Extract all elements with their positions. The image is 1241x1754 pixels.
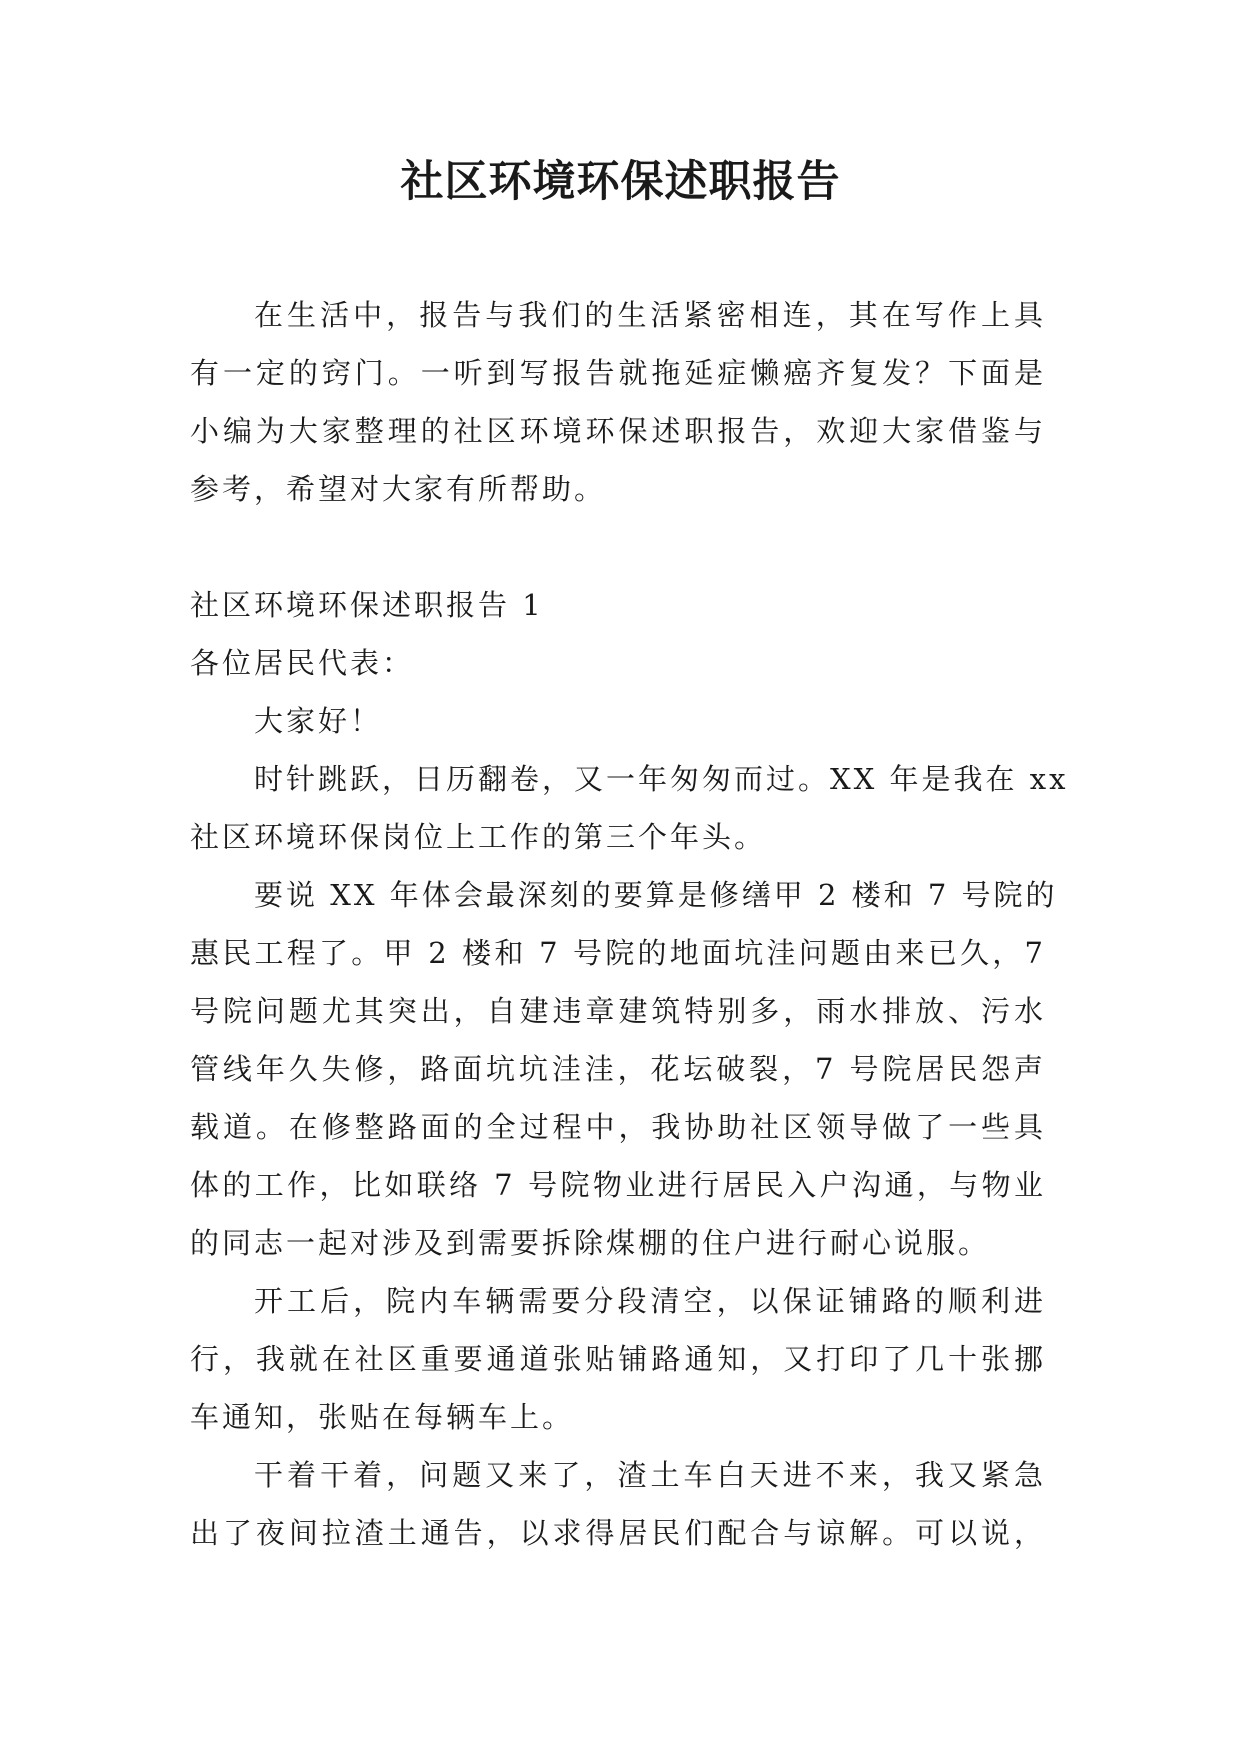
text-line: 在生活中，报告与我们的生活紧密相连，其在写作上具 bbox=[254, 298, 1046, 332]
blank-line bbox=[190, 518, 1046, 576]
text-line: 行，我就在社区重要通道张贴铺路通知，又打印了几十张挪 bbox=[190, 1342, 1046, 1376]
paragraph-1 bbox=[190, 750, 1069, 866]
paragraph-4 bbox=[190, 1446, 1046, 1562]
text-line: 开工后，院内车辆需要分段清空，以保证铺路的顺利进 bbox=[254, 1284, 1046, 1318]
greeting: 大家好！ bbox=[254, 704, 383, 738]
paragraph-3 bbox=[190, 1272, 1046, 1446]
text-line: 号院问题尤其突出，自建违章建筑特别多，雨水排放、污水 bbox=[190, 994, 1046, 1028]
text-line: 时针跳跃，日历翻卷，又一年匆匆而过。XX 年是我在 xx bbox=[254, 762, 1069, 796]
text-line: 体的工作，比如联络 7 号院物业进行居民入户沟通，与物业 bbox=[190, 1168, 1046, 1202]
text-line: 出了夜间拉渣土通告，以求得居民们配合与谅解。可以说， bbox=[190, 1516, 1046, 1550]
text-line: 社区环境环保岗位上工作的第三个年头。 bbox=[190, 820, 767, 854]
text-line: 干着干着，问题又来了，渣土车白天进不来，我又紧急 bbox=[254, 1458, 1046, 1492]
paragraph-2 bbox=[190, 866, 1058, 1272]
text-line: 车通知，张贴在每辆车上。 bbox=[190, 1400, 575, 1434]
document-title: 社区环境环保述职报告 bbox=[400, 157, 841, 207]
text-line: 管线年久失修，路面坑坑洼洼，花坛破裂，7 号院居民怨声 bbox=[190, 1052, 1046, 1086]
section-heading: 社区环境环保述职报告 1 bbox=[190, 588, 544, 622]
text-line: 小编为大家整理的社区环境环保述职报告，欢迎大家借鉴与 bbox=[190, 414, 1046, 448]
text-line: 要说 XX 年体会最深刻的要算是修缮甲 2 楼和 7 号院的 bbox=[254, 878, 1058, 912]
text-line: 的同志一起对涉及到需要拆除煤棚的住户进行耐心说服。 bbox=[190, 1226, 991, 1260]
text-line: 惠民工程了。甲 2 楼和 7 号院的地面坑洼问题由来已久，7 bbox=[190, 936, 1046, 970]
text-line: 载道。在修整路面的全过程中，我协助社区领导做了一些具 bbox=[190, 1110, 1046, 1144]
text-line: 参考，希望对大家有所帮助。 bbox=[190, 472, 607, 506]
text-line: 有一定的窍门。一听到写报告就拖延症懒癌齐复发？下面是 bbox=[190, 356, 1046, 390]
intro-paragraph bbox=[190, 286, 1046, 518]
document-body bbox=[190, 286, 1069, 1562]
salutation: 各位居民代表： bbox=[190, 646, 415, 680]
